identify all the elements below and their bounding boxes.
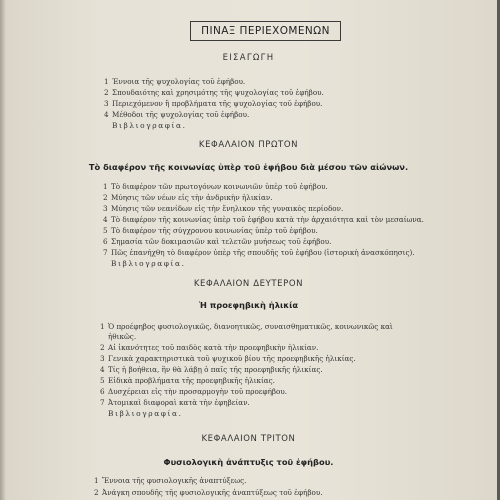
intro-heading: ΕΙΣΑΓΩΓΗ <box>222 53 275 63</box>
book-page: ΠΙΝΑΞ ΠΕΡΙΕΧΟΜΕΝΩΝ ΕΙΣΑΓΩΓΗ 1 Έννοια τῆς ψυχολογίας τοῦ ἐφήβου. 2 Σπουδαιότης καὶ χρησιμότης τῆς ψυχολογίας τοῦ ἐφήβου. 3 Περιεχόμενον ἢ προβλήματα τῆς ψυχολογίας τοῦ ἐφήβου. 4 Μέθοδοι τῆς ψυχολογίας τοῦ ἐφήβου. Βιβλιογραφία. ΚΕΦΑΛΑΙΟΝ ΠΡΩΤΟΝ Τὸ διαφέρον τῆς κοινωνίας ὑπὲρ τοῦ ἐφήβου διὰ μέσου τῶν αἰώνων. 1 Τὸ διαφέρον τῶν πρωτογόνων κοινωνιῶν ὑπὲρ τοῦ ἐφήβου. 2 Μύησις τῶν νέων εἰς τὴν ἀνδρικὴν ἡλικίαν. 3 Μύησις τῶν νεανίδων εἰς τὴν ἔνηλικον τῆς γυναικὸς περίοδον. 4 Τὸ διαφέρον τῆς κοινωνίας ὑπὲρ τοῦ ἐφήβου κατὰ τὴν ἀρχαιότητα καὶ τὸν μεσαίωνα. 5 Τὸ διαφέρον τῆς σύγχρονου κοινωνίας ὑπὲρ τοῦ ἐφήβου. 6 Σημασία τῶν δοκιμασιῶν καὶ τελετῶν μυήσεως τοῦ ἐφήβου. 7 Πῶς ἐπανήχθη τὸ διαφέρον ὑπὲρ τῆς σπουδῆς τοῦ ἐφήβου (ἱστορικὴ ἀνασκόπησις). Βιβλιογραφία. ΚΕΦΑΛΑΙΟΝ ΔΕΥΤΕΡΟΝ Ἡ προεφηβικὴ ἡλικία 1 Ὁ προέφηβος φυσιολογικῶς, διανοητικῶς, συναισθηματικῶς, κοινωνικῶς καὶ ἠθικῶς. 2 Αἱ ἱκανότητες τοῦ παιδὸς κατὰ τὴν προεφηβικὴν ἡλικίαν. 3 Γενικὰ χαρακτηριστικὰ τοῦ ψυχικοῦ βίου τῆς προεφηβικῆς ἡλικίας. 4 Τίς ἡ βοήθεια, ἣν θὰ λάβῃ ὁ παῖς τῆς προεφηβικῆς ἡλικίας. 5 Εἰδικὰ προβλήματα τῆς προεφηβικῆς ἡλικίας. 6 Δυσχέρειαι εἰς τὴν προσαρμογὴν τοῦ προεφήβου. 7 Ἀτομικαὶ διαφοραὶ κατὰ τὴν ἐφηβείαν. Βιβλιογραφία. ΚΕΦΑΛΑΙΟΝ ΤΡΙΤΟΝ Φυσιολογικὴ ἀνάπτυξις τοῦ ἐφήβου. 1 Ἔννοια τῆς φυσιολογικῆς ἀναπτύξεως. 2 Ἀνάγκη σπουδῆς τῆς φυσιολογικῆς ἀναπτύξεως τοῦ ἐφήβου. <box>0 0 497 500</box>
page-gutter-shadow <box>0 0 6 500</box>
chapter1-bibliography: Βιβλιογραφία. <box>111 259 186 268</box>
chapter3-heading: ΚΕΦΑΛΑΙΟΝ ΤΡΙΤΟΝ <box>201 434 296 444</box>
chapter2-bibliography: Βιβλιογραφία. <box>108 409 183 418</box>
chapter2-title: Ἡ προεφηβικὴ ἡλικία <box>198 300 299 310</box>
chapter1-title: Τὸ διαφέρον τῆς κοινωνίας ὑπὲρ τοῦ ἐφήβου διὰ μέσου τῶν αἰώνων. <box>88 162 409 172</box>
chapter2-heading: ΚΕΦΑΛΑΙΟΝ ΔΕΥΤΕΡΟΝ <box>193 279 304 289</box>
chapter3-title: Φυσιολογικὴ ἀνάπτυξις τοῦ ἐφήβου. <box>163 457 334 467</box>
chapter1-heading: ΚΕΦΑΛΑΙΟΝ ΠΡΩΤΟΝ <box>198 140 299 150</box>
page-title: ΠΙΝΑΞ ΠΕΡΙΕΧΟΜΕΝΩΝ <box>190 21 341 41</box>
chapter2-item-1-continuation: ἠθικῶς. <box>108 332 137 341</box>
intro-bibliography: Βιβλιογραφία. <box>112 121 187 130</box>
